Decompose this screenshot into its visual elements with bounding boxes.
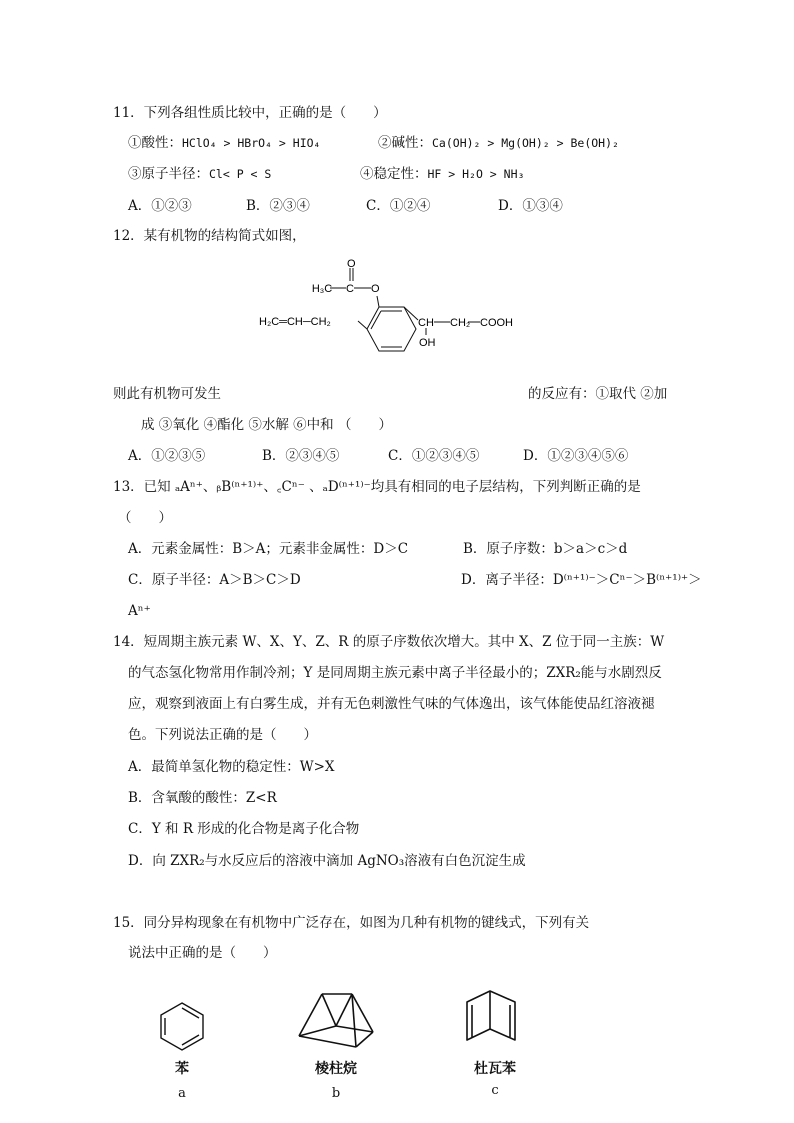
q12-choice-d: D．①②③④⑤⑥ <box>523 448 629 464</box>
ester-ring-o: O <box>371 283 380 295</box>
q12-line1-left: 则此有机物可发生 <box>113 386 221 402</box>
q14-line-2: 的气态氢化物常用作制冷剂；Y 是同周期主族元素中离子半径最小的；ZXR₂能与水剧烈反 <box>128 665 662 681</box>
q11-choice-c: C．①②④ <box>366 198 431 214</box>
ester-carbonyl-o: O <box>347 258 356 270</box>
side-cooh: COOH <box>480 317 513 329</box>
q12-stem: 12．某有机物的结构简式如图， <box>113 228 306 244</box>
q14-choice-b: B．含氧酸的酸性：Z<R <box>128 790 277 806</box>
benzene-label: a <box>178 1086 186 1101</box>
q11-choice-a: A．①②③ <box>128 198 192 214</box>
q14-line-3: 应，观察到液面上有白雾生成，并有无色刺激性气味的气体逸出，该气体能使品红溶液褪 <box>128 696 655 712</box>
q11-choice-b: B．②③④ <box>246 198 310 214</box>
side-ch2: CH₂ <box>450 317 471 329</box>
q14-choice-a: A．最简单氢化物的稳定性：W>X <box>128 759 335 775</box>
q11-option-3: ③原子半径：Cl< P < S <box>128 166 272 182</box>
dewar-benzene-structure <box>462 988 522 1048</box>
q12-choice-c: C．①②③④⑤ <box>388 448 480 464</box>
q11-option-1: ①酸性：HClO₄ > HBrO₄ > HIO₄ <box>128 135 321 151</box>
q13-choice-d: D．离子半径：D⁽ⁿ⁺¹⁾⁻＞Cⁿ⁻＞B⁽ⁿ⁺¹⁾⁺＞ <box>461 572 702 588</box>
prismane-name: 棱柱烷 <box>315 1061 357 1077</box>
ester-ch3: H₃C <box>311 283 333 295</box>
q15-line-2: 说法中正确的是（ ） <box>128 945 277 961</box>
q12-choice-b: B．②③④⑤ <box>262 448 340 464</box>
q11-option-2: ②碱性：Ca(OH)₂ > Mg(OH)₂ > Be(OH)₂ <box>378 135 619 151</box>
dewar-benzene-label: c <box>491 1083 499 1098</box>
q14-line-4: 色。下列说法正确的是（ ） <box>128 727 317 743</box>
q14-line-1: 14．短周期主族元素 W、X、Y、Z、R 的原子序数依次增大。其中 X、Z 位于同一主族：W <box>113 634 665 650</box>
q13-choice-d-cont: Aⁿ⁺ <box>128 603 151 619</box>
q12-choice-a: A．①②③⑤ <box>128 448 206 464</box>
benzene-ring <box>330 268 480 351</box>
q15-line-1: 15．同分异构现象在有机物中广泛存在，如图为几种有机物的键线式，下列有关 <box>113 915 590 931</box>
benzene-name: 苯 <box>175 1061 189 1077</box>
q12-line2: 成 ③氧化 ④酯化 ⑤水解 ⑥中和 （ ） <box>141 417 392 433</box>
q13-choice-b: B．原子序数：b＞a＞c＞d <box>463 541 628 557</box>
q12-line1-right: 的反应有：①取代 ②加 <box>528 386 668 402</box>
q12-structure-diagram <box>240 252 530 377</box>
q13-choice-a: A．元素金属性：B＞A；元素非金属性：D＞C <box>128 541 409 557</box>
q13-stem: 13．已知 ₐAⁿ⁺、ᵦB⁽ⁿ⁺¹⁾⁺、꜀Cⁿ⁻ 、ₐD⁽ⁿ⁺¹⁾⁻均具有相同的电子层结构，下列判断正确的是 <box>113 479 641 495</box>
q13-choice-c: C．原子半径：A＞B＞C＞D <box>128 572 301 588</box>
side-ch: CH <box>418 317 434 329</box>
q11-option-4: ④稳定性：HF > H₂O > NH₃ <box>360 166 525 182</box>
q11-choice-d: D．①③④ <box>498 198 563 214</box>
side-oh: OH <box>419 337 436 349</box>
q14-choice-d: D．向 ZXR₂与水反应后的溶液中滴加 AgNO₃溶液有白色沉淀生成 <box>128 853 526 869</box>
prismane-label: b <box>331 1086 341 1101</box>
q13-stem-cont: （ ） <box>118 510 172 526</box>
q14-choice-c: C．Y 和 R 形成的化合物是离子化合物 <box>128 821 360 837</box>
prismane-structure <box>296 988 376 1050</box>
q11-stem: 11．下列各组性质比较中，正确的是（ ） <box>113 105 387 121</box>
vinyl-group: H₂C═CH─CH₂ <box>259 316 331 328</box>
dewar-benzene-name: 杜瓦苯 <box>474 1061 516 1077</box>
benzene-structure <box>155 1000 210 1052</box>
ester-carbon: C <box>346 283 354 295</box>
